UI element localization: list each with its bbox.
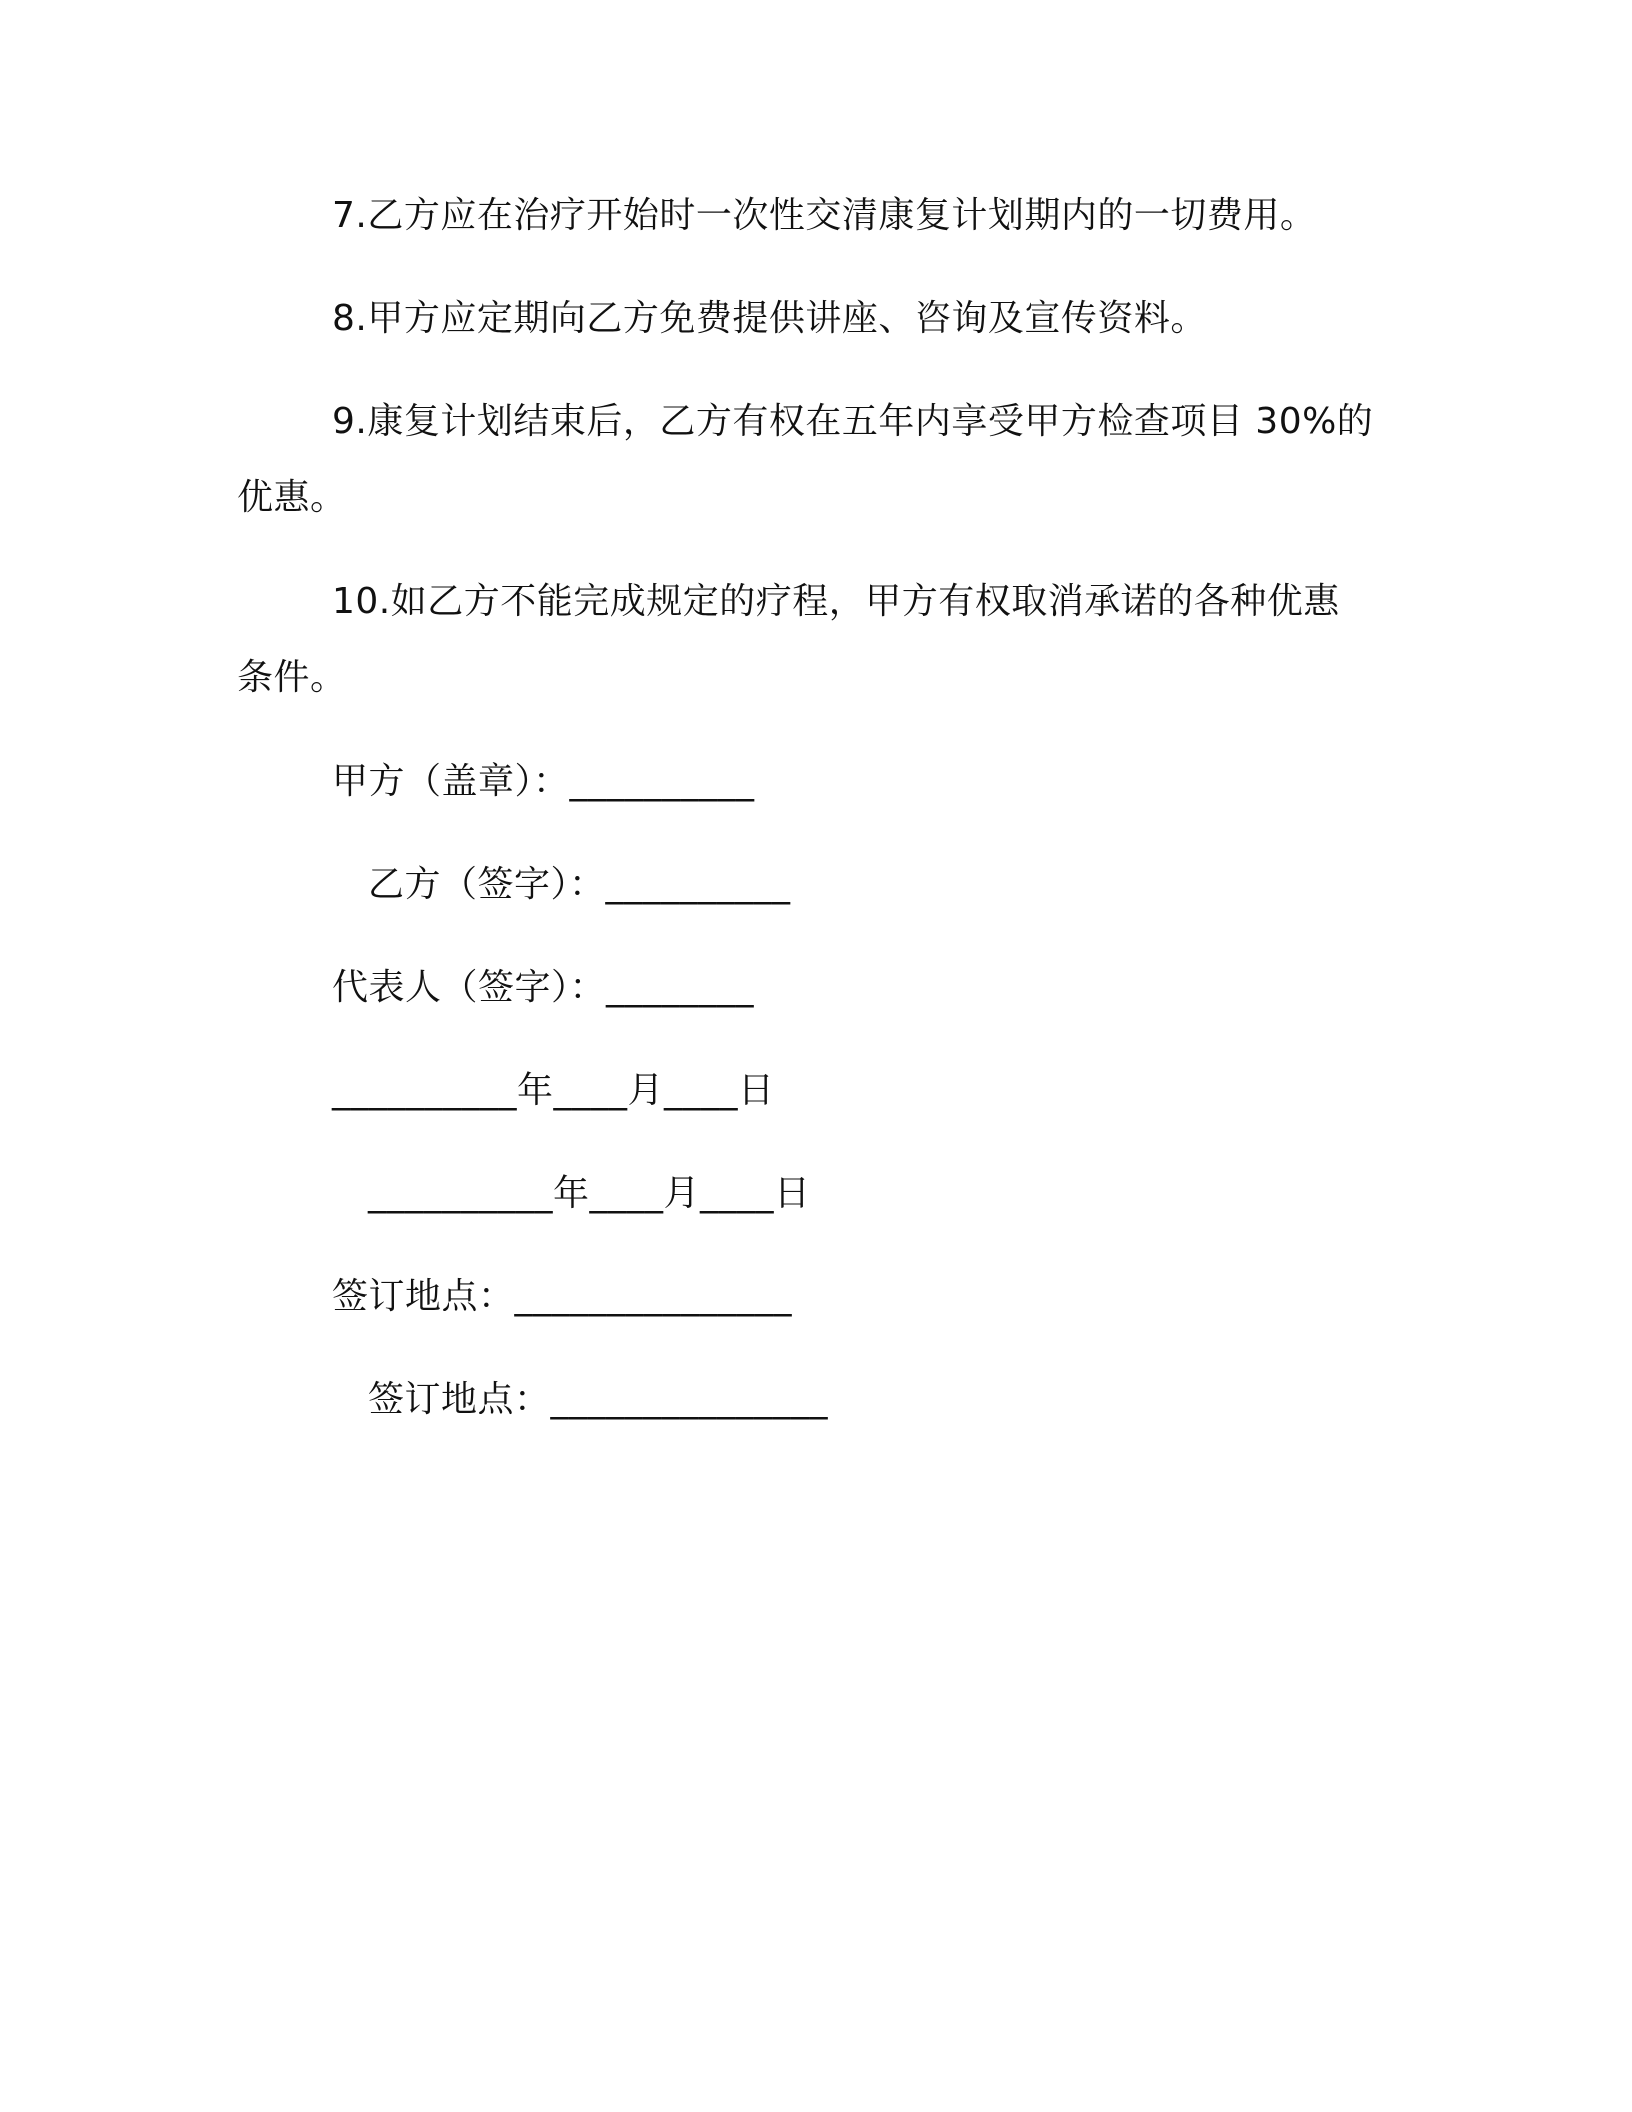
representative-sign-field: 代表人（签字）：________ [332, 967, 755, 1008]
signing-place-a: 签订地点：_______________ [332, 1276, 793, 1317]
date-field-a: __________年____月____日 [332, 1070, 775, 1111]
clause-10-line-2: 条件。 [237, 657, 347, 698]
party-b-sign-field: 乙方（签字）：__________ [368, 864, 791, 905]
party-a-seal-field: 甲方（盖章）：__________ [332, 761, 755, 802]
clause-10-line-1: 10.如乙方不能完成规定的疗程，甲方有权取消承诺的各种优惠 [332, 581, 1340, 622]
clause-9-line-1: 9.康复计划结束后，乙方有权在五年内享受甲方检查项目 30%的 [332, 401, 1374, 442]
clause-8: 8.甲方应定期向乙方免费提供讲座、咨询及宣传资料。 [332, 298, 1207, 339]
date-field-b: __________年____月____日 [368, 1173, 811, 1214]
clause-9-line-2: 优惠。 [237, 477, 347, 518]
clause-7: 7.乙方应在治疗开始时一次性交清康复计划期内的一切费用。 [332, 195, 1317, 236]
signing-place-b: 签订地点：_______________ [368, 1379, 829, 1420]
